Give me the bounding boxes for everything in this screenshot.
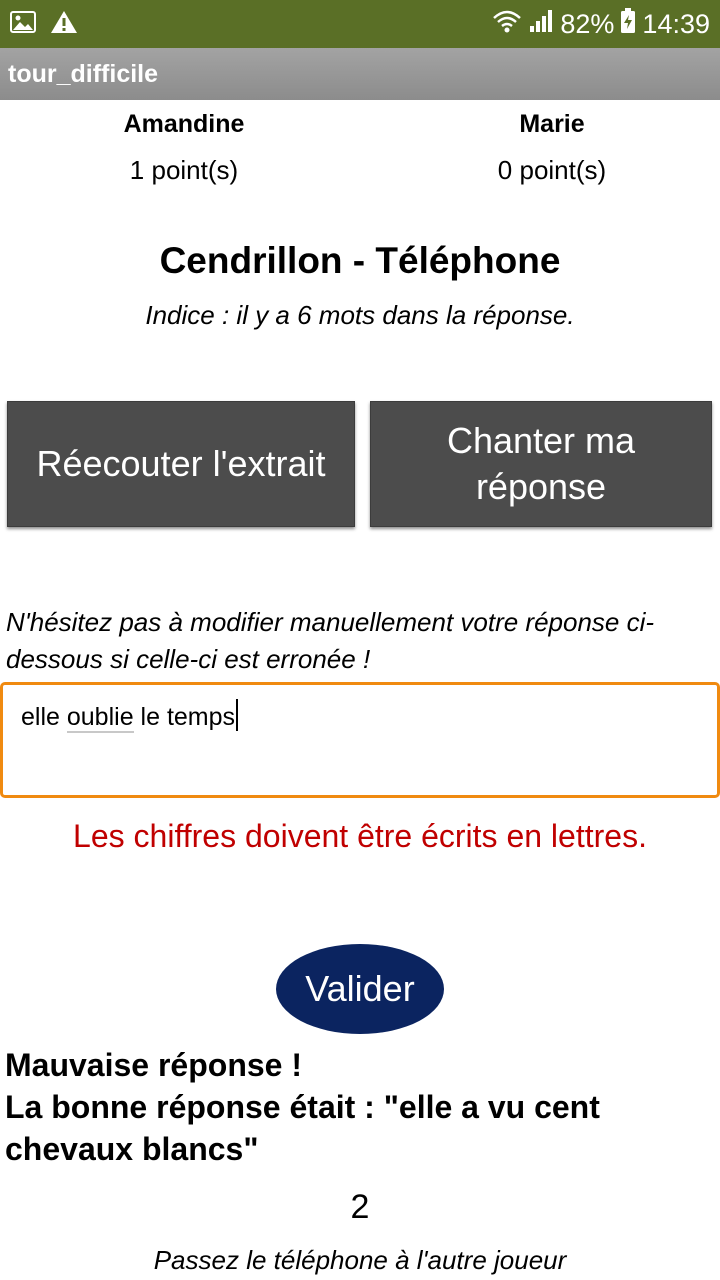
warning-icon: [50, 10, 78, 39]
wifi-icon: [492, 9, 522, 40]
instructions-text: N'hésitez pas à modifier manuellement votre réponse ci-dessous si celle-ci est erronée !: [6, 607, 655, 674]
sing-answer-button-label: Chanter ma réponse: [446, 419, 636, 507]
result-status: Mauvaise réponse !: [5, 1047, 302, 1083]
result-text: [5, 1044, 695, 1170]
battery-percent: 82%: [560, 8, 615, 39]
text-cursor: [236, 699, 238, 731]
player1-name: Amandine: [123, 110, 245, 138]
image-icon: [10, 11, 36, 38]
answer-input[interactable]: [0, 682, 720, 798]
answer-text: elle oublie le temps: [21, 703, 236, 731]
sing-answer-button[interactable]: [370, 401, 712, 527]
replay-button[interactable]: [7, 401, 355, 527]
player2-name: Marie: [519, 110, 585, 138]
player1-points: 1 point(s): [129, 155, 239, 185]
app-title: tour_difficile: [0, 48, 720, 100]
replay-button-label: Réecouter l'extrait: [36, 442, 326, 484]
hint-text: Indice : il y a 6 mots dans la réponse.: [145, 300, 575, 330]
battery-icon: [620, 8, 636, 41]
error-message: Les chiffres doivent être écrits en lettres.: [73, 818, 647, 854]
player2-points: 0 point(s): [497, 155, 607, 185]
clock: 14:39: [642, 8, 710, 39]
song-title: Cendrillon - Téléphone: [159, 240, 561, 281]
correct-answer: La bonne réponse était : "elle a vu cent chevaux blancs": [5, 1089, 600, 1167]
validate-button-label: Valider: [305, 968, 415, 1009]
status-bar: [0, 0, 720, 48]
validate-button[interactable]: [276, 944, 444, 1034]
countdown-counter: 2: [350, 1188, 370, 1226]
pass-phone-message: Passez le téléphone à l'autre joueur: [153, 1245, 567, 1275]
signal-icon: [528, 9, 554, 40]
